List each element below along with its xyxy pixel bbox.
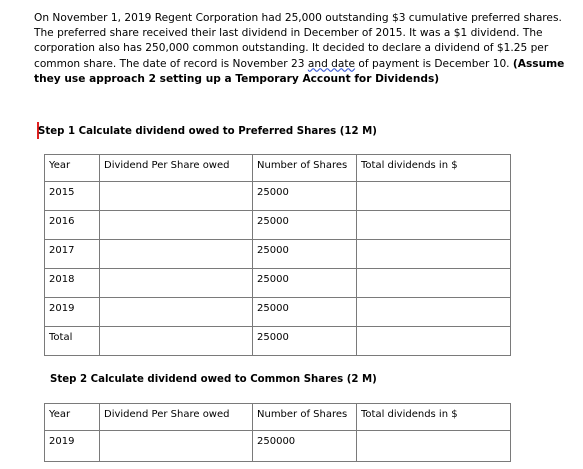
spellcheck-underlined-text: and date <box>307 57 356 70</box>
column-header-number-of-shares: Number of Shares <box>253 404 357 431</box>
column-header-year: Year <box>45 155 100 182</box>
column-header-dividend-per-share: Dividend Per Share owed <box>100 404 253 431</box>
year-cell: 2018 <box>45 269 100 298</box>
dividend-per-share-cell[interactable] <box>100 298 253 327</box>
column-header-year: Year <box>45 404 100 431</box>
number-of-shares-cell: 25000 <box>253 211 357 240</box>
problem-statement <box>34 11 574 87</box>
number-of-shares-cell: 25000 <box>253 182 357 211</box>
total-dividends-cell[interactable] <box>357 211 511 240</box>
total-dividends-cell[interactable] <box>357 431 511 462</box>
total-dividends-cell[interactable] <box>357 298 511 327</box>
number-of-shares-cell: 25000 <box>253 298 357 327</box>
dividend-per-share-cell[interactable] <box>100 240 253 269</box>
dividend-per-share-cell[interactable] <box>100 431 253 462</box>
problem-assumption: (Assume they use approach 2 setting up a Temporary Account for Dividends) <box>34 57 565 85</box>
step2-heading: Step 2 Calculate dividend owed to Common Shares (2 M) <box>50 374 377 385</box>
problem-text-after: of payment is December 10. <box>355 57 513 70</box>
table-row <box>45 298 511 327</box>
dividend-per-share-cell[interactable] <box>100 327 253 356</box>
table-row-total <box>45 327 511 356</box>
column-header-dividend-per-share: Dividend Per Share owed <box>100 155 253 182</box>
dividend-per-share-cell[interactable] <box>100 211 253 240</box>
number-of-shares-cell: 25000 <box>253 240 357 269</box>
total-dividends-cell[interactable] <box>357 269 511 298</box>
total-dividends-cell[interactable] <box>357 327 511 356</box>
total-dividends-cell[interactable] <box>357 240 511 269</box>
column-header-number-of-shares: Number of Shares <box>253 155 357 182</box>
table-row <box>45 211 511 240</box>
problem-text-main: On November 1, 2019 Regent Corporation had 25,000 outstanding $3 cumulative preferred shares. The preferred share received their last dividend in December of 2015. It was a $1 dividend. The corporation also has 250,000 common outstanding. It decided to declare a dividend of $1.25 per common share. The date of record is November 23 <box>34 12 562 70</box>
number-of-shares-cell: 25000 <box>253 327 357 356</box>
year-cell: 2017 <box>45 240 100 269</box>
step1-heading: Step 1 Calculate dividend owed to Preferred Shares (12 M) <box>38 126 377 137</box>
table-header-row <box>45 404 511 431</box>
table-row <box>45 240 511 269</box>
number-of-shares-cell: 250000 <box>253 431 357 462</box>
column-header-total-dividends: Total dividends in $ <box>357 155 511 182</box>
dividend-per-share-cell[interactable] <box>100 269 253 298</box>
table-row <box>45 431 511 462</box>
year-cell: Total <box>45 327 100 356</box>
common-dividends-table <box>44 403 511 462</box>
year-cell: 2015 <box>45 182 100 211</box>
year-cell: 2019 <box>45 431 100 462</box>
column-header-total-dividends: Total dividends in $ <box>357 404 511 431</box>
dividend-per-share-cell[interactable] <box>100 182 253 211</box>
total-dividends-cell[interactable] <box>357 182 511 211</box>
year-cell: 2019 <box>45 298 100 327</box>
table-row <box>45 182 511 211</box>
preferred-dividends-table <box>44 154 511 356</box>
table-header-row <box>45 155 511 182</box>
year-cell: 2016 <box>45 211 100 240</box>
number-of-shares-cell: 25000 <box>253 269 357 298</box>
table-row <box>45 269 511 298</box>
